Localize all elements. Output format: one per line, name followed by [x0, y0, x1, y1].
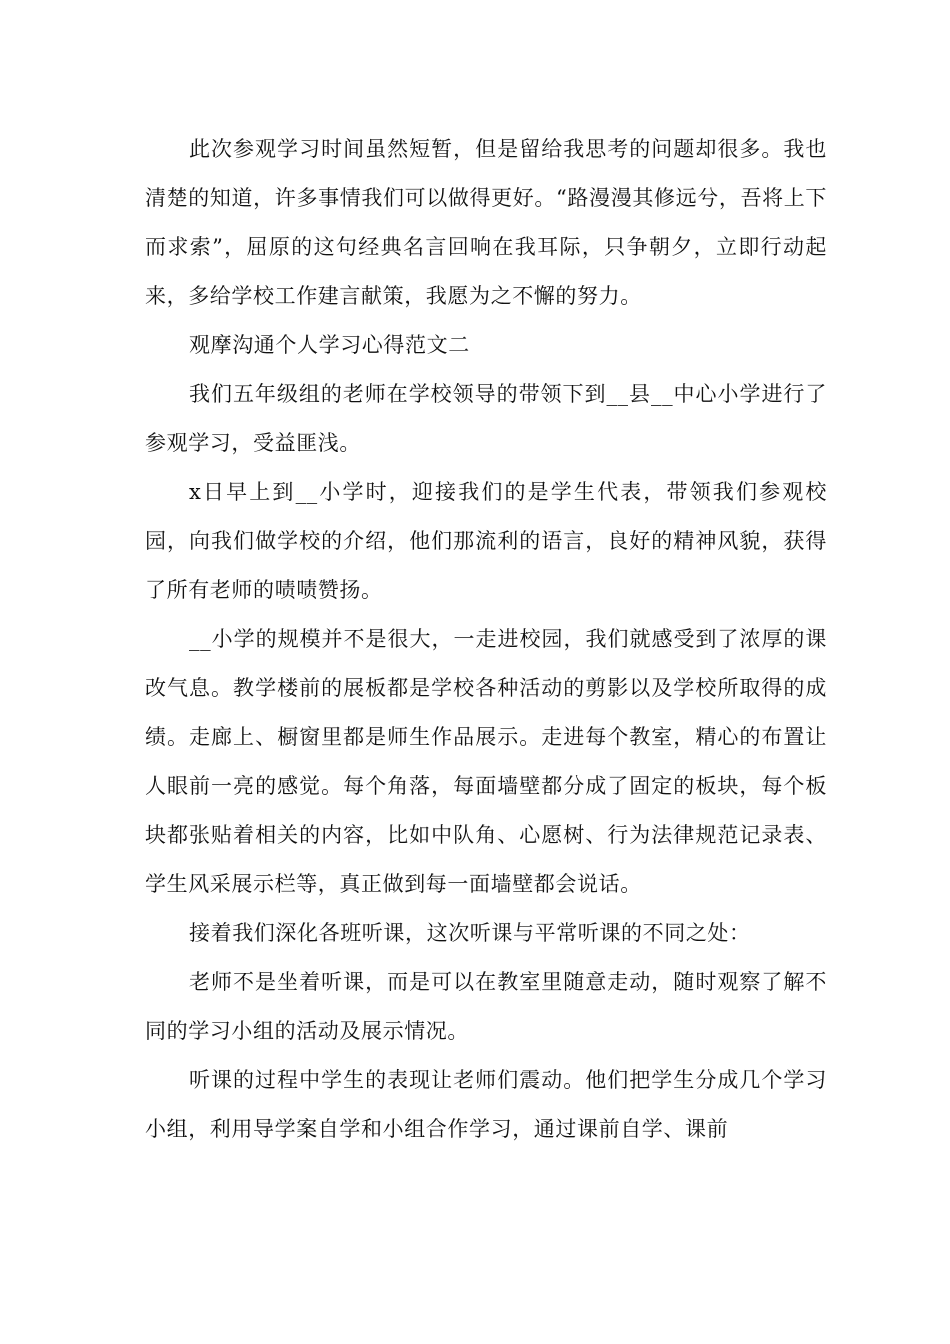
document-body	[145, 125, 827, 1154]
paragraph-reflection: 此次参观学习时间虽然短暂，但是留给我思考的问题却很多。我也清楚的知道，许多事情我们可以做得更好。“路漫漫其修远兮，吾将上下而求索”，屈原的这句经典名言回响在我耳际，只争朝夕，立即行动起来，多给学校工作建言献策，我愿为之不懈的努力。	[145, 137, 827, 308]
paragraph-lesson-observation: 接着我们深化各班听课，这次听课与平常听课的不同之处：	[189, 921, 751, 945]
paragraph-campus: __小学的规模并不是很大，一走进校园，我们就感受到了浓厚的课改气息。教学楼前的展板都是学校各种活动的剪影以及学校所取得的成绩。走廊上、橱窗里都是师生作品展示。走进每个教室，精心的布置让人眼前一亮的感觉。每个角落，每面墙壁都分成了固定的板块，每个板块都张贴着相关的内容，比如中队角、心愿树、行为法律规范记录表、学生风采展示栏等，真正做到每一面墙壁都会说话。	[145, 627, 827, 896]
paragraph-arrival: x日早上到__小学时，迎接我们的是学生代表，带领我们参观校园，向我们做学校的介绍，他们那流利的语言，良好的精神风貌，获得了所有老师的啧啧赞扬。	[145, 480, 827, 602]
section-heading: 观摩沟通个人学习心得范文二	[189, 333, 470, 357]
paragraph-intro: 我们五年级组的老师在学校领导的带领下到__县__中心小学进行了参观学习，受益匪浅。	[145, 382, 827, 455]
paragraph-student-performance: 听课的过程中学生的表现让老师们震动。他们把学生分成几个学习小组，利用导学案自学和小组合作学习，通过课前自学、课前	[145, 1068, 827, 1141]
paragraph-teachers-walk: 老师不是坐着听课，而是可以在教室里随意走动，随时观察了解不同的学习小组的活动及展示情况。	[145, 970, 827, 1043]
